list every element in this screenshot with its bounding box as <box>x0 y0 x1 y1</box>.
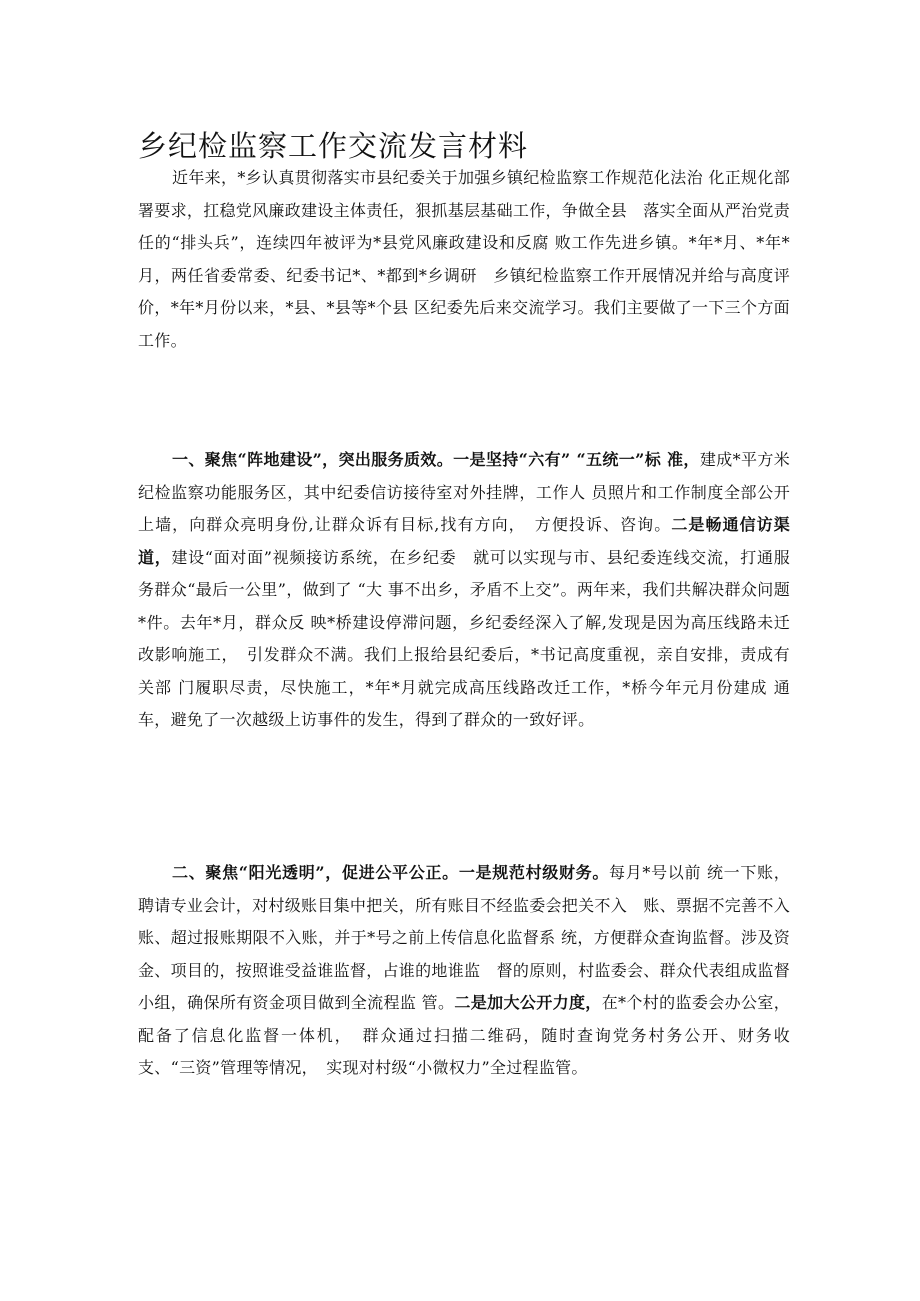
paragraph-section-1 <box>138 444 790 737</box>
section-2-point-2-lead: 二是加大公开力度， <box>454 993 602 1012</box>
section-1-point-2-body: 建设“面对面”视频接访系统，在乡纪委 就可以实现与市、县纪委连线交流，打通服务群众“最后一公里”，做到了 “大 事不出乡，矛盾不上交”。两年来，我们共解决群众问题*件。去年*月，群众反 映*桥建设停滞问题，乡纪委经深入了解,发现是因为高压线路未迁改影响施工， 引发群众不满。我们上报给县纪委后，*书记高度重视，亲自安排，责成有关部 门履职尽责，尽快施工，*年*月就完成高压线路改迁工作，*桥今年元月份建成 通车，避免了一次越级上访事件的发生，得到了群众的一致好评。 <box>138 547 790 729</box>
section-1-point-2-lead: 二是畅通信访渠道， <box>138 515 790 567</box>
paragraph-intro <box>138 162 790 357</box>
paragraph-intro-text: 近年来，*乡认真贯彻落实市县纪委关于加强乡镇纪检监察工作规范化法治 化正规化部署要求，扛稳党风廉政建设主体责任，狠抓基层基础工作，争做全县 落实全面从严治党责任的“排头兵”，连续四年被评为*县党风廉政建设和反腐 败工作先进乡镇。*年*月、*年*月，两任省委常委、纪委书记*、*都到*乡调研 乡镇纪检监察工作开展情况并给与高度评价，*年*月份以来，*县、*县等*个县 区纪委先后来交流学习。我们主要做了一下三个方面工作。 <box>138 168 791 350</box>
paragraph-section-2 <box>138 857 790 1085</box>
section-1-point-1-lead: 一是坚持“六有” “五统一”标 准， <box>453 450 700 469</box>
section-1-point-1-body: 建成*平方米纪检监察功能服务区，其中纪委信访接待室对外挂牌，工作人 员照片和工作制度全部公开上墙，向群众亮明身份,让群众诉有目标,找有方向， 方便投诉、咨询。 <box>138 450 790 534</box>
section-1-heading: 一、聚焦“阵地建设”，突出服务质效。 <box>172 450 454 469</box>
document-title: 乡纪检监察工作交流发言材料 <box>138 129 529 163</box>
section-2-point-2-body: 在*个村的监委会办公室，配备了信息化监督一体机， 群众通过扫描二维码，随时查询党务村务公开、财务收支、“三资”管理等情况， 实现对村级“小微权力”全过程监管。 <box>138 993 791 1077</box>
section-2-point-1-body: 每月*号以前 统一下账，聘请专业会计，对村级账目集中把关，所有账目不经监委会把关不入 账、票据不完善不入账、超过报账期限不入账，并于*号之前上传信息化监督系 统，方便群众查询监督。涉及资金、项目的，按照谁受益谁监督，占谁的地谁监 督的原则，村监委会、群众代表组成监督小组，确保所有资金项目做到全流程监 管。 <box>138 863 791 1012</box>
section-2-point-1-lead: 一是规范村级财务。 <box>458 863 610 882</box>
section-2-heading: 二、聚焦“阳光透明”，促进公平公正。 <box>172 863 459 882</box>
